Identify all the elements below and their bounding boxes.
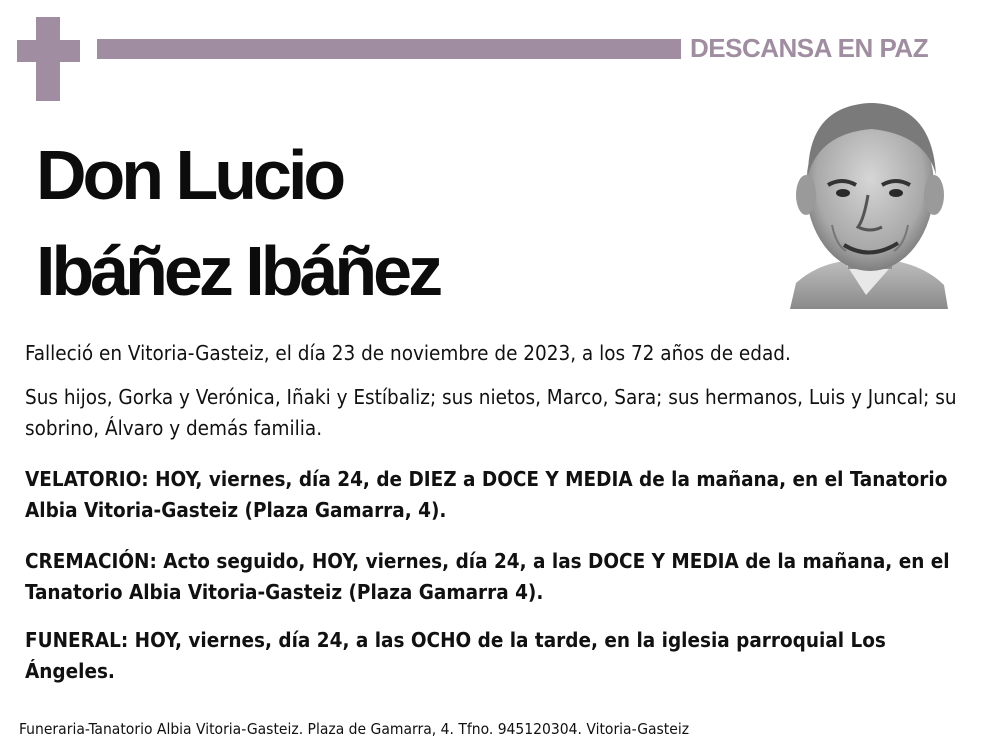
deceased-name-line2: Ibáñez Ibáñez	[36, 232, 440, 310]
portrait-photo	[786, 95, 948, 309]
family-text: Sus hijos, Gorka y Verónica, Iñaki y Estíbaliz; sus nietos, Marco, Sara; sus hermanos, Luis y Juncal; su sobrino, Álvaro y demás familia.	[25, 385, 957, 440]
header-label: DESCANSA EN PAZ	[690, 33, 929, 63]
velatorio-text: VELATORIO: HOY, viernes, día 24, de DIEZ a DOCE Y MEDIA de la mañana, en el Tanatorio Albia Vitoria-Gasteiz (Plaza Gamarra, 4).	[25, 467, 948, 522]
deceased-name-line1: Don Lucio	[36, 136, 343, 214]
cremacion-text: CREMACIÓN: Acto seguido, HOY, viernes, día 24, a las DOCE Y MEDIA de la mañana, en el Tanatorio Albia Vitoria-Gasteiz (Plaza Gamarra 4).	[25, 549, 950, 604]
header-divider-bar	[97, 39, 681, 59]
death-notice-text: Falleció en Vitoria-Gasteiz, el día 23 de noviembre de 2023, a los 72 años de edad.	[25, 341, 791, 365]
cross-horizontal-bar	[17, 40, 80, 62]
footer-text: Funeraria-Tanatorio Albia Vitoria-Gasteiz. Plaza de Gamarra, 4. Tfno. 945120304. Vitoria-Gasteiz	[19, 720, 690, 738]
funeral-text: FUNERAL: HOY, viernes, día 24, a las OCHO de la tarde, en la iglesia parroquial Los Ángeles.	[25, 628, 886, 683]
